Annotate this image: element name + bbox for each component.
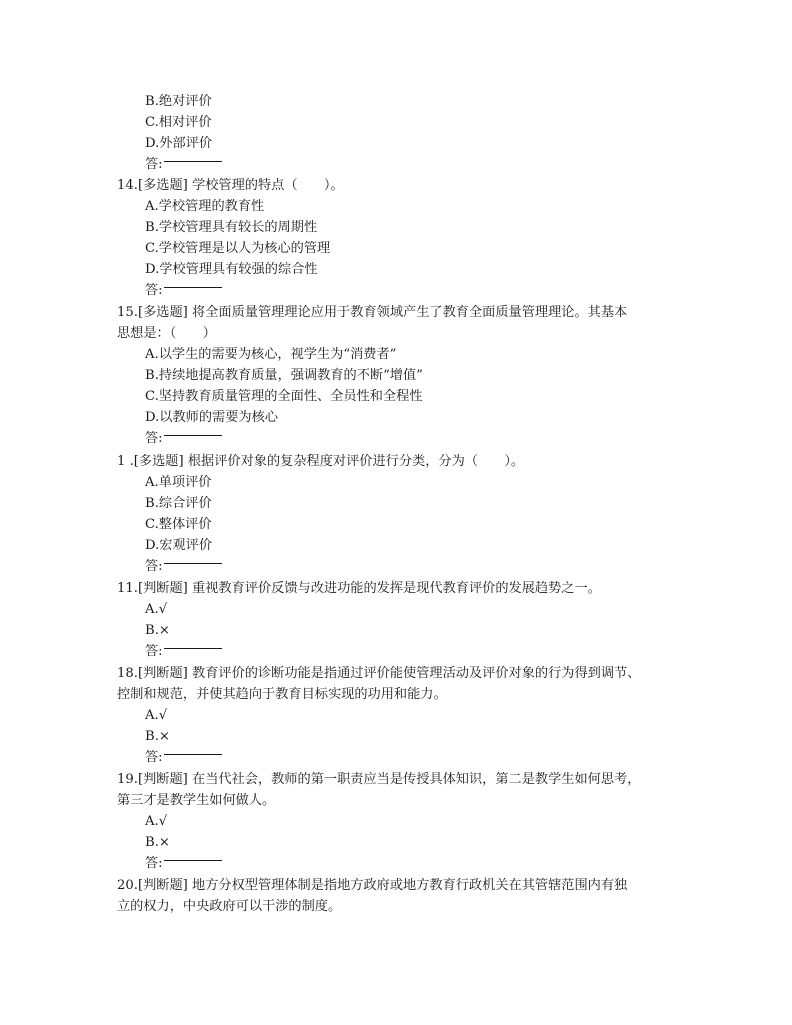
- answer-blank: [164, 860, 222, 861]
- question-text-text: 15.[多选题] 将全面质量管理理论应用于教育领域产生了教育全面质量管理理论。其基本: [117, 305, 628, 320]
- answer-option: [145, 198, 264, 216]
- answer-option: [145, 495, 212, 513]
- answer-option: [145, 219, 317, 237]
- answer-blank: [164, 287, 222, 288]
- question-text-text: 18.[判断题] 教育评价的诊断功能是指通过评价能使管理活动及评价对象的行为得到调节、: [117, 666, 641, 681]
- answer-option: [145, 93, 212, 111]
- question-text-text: 19.[判断题] 在当代社会，教师的第一职责应当是传授具体知识，第二是教学生如何思考，: [117, 772, 641, 787]
- question-text-text: 1 .[多选题] 根据评价对象的复杂程度对评价进行分类，分为（ ）。: [117, 454, 525, 469]
- question-text-continued-text: 控制和规范，并使其趋向于教育目标实现的功用和能力。: [117, 687, 447, 702]
- answer-option-text: C.坚持教育质量管理的全面性、全员性和全程性: [145, 389, 423, 404]
- answer-option-text: C.相对评价: [145, 115, 212, 130]
- question-text-continued-text: 立的权力，中央政府可以干涉的制度。: [117, 899, 342, 914]
- answer-option-text: B.持续地提高教育质量，强调教育的不断“增值”: [145, 368, 423, 383]
- question-text-text: 14.[多选题] 学校管理的特点（ ）。: [117, 178, 344, 193]
- answer-option-text: D.外部评价: [145, 136, 213, 151]
- answer-option: [145, 240, 330, 258]
- answer-option-text: A.以学生的需要为核心，视学生为“消费者”: [145, 347, 397, 362]
- answer-option: [145, 114, 212, 132]
- question-text: [117, 453, 524, 471]
- answer-option-text: B.学校管理具有较长的周期性: [145, 220, 318, 235]
- answer-option: [145, 346, 396, 364]
- answer-line-text: 答:: [145, 750, 163, 765]
- answer-line: [145, 282, 222, 300]
- answer-option-text: A.单项评价: [145, 475, 212, 490]
- answer-option-text: B.综合评价: [145, 496, 212, 511]
- answer-line: [145, 558, 222, 576]
- answer-option: [145, 707, 167, 725]
- answer-option-text: C.整体评价: [145, 517, 212, 532]
- question-text: [117, 304, 627, 322]
- answer-option-text: B.绝对评价: [145, 94, 212, 109]
- question-text-continued-text: 第三才是教学生如何做人。: [117, 793, 276, 808]
- answer-line-text: 答:: [145, 644, 163, 659]
- answer-option-text: B.×: [145, 729, 170, 744]
- question-text-text: 11.[判断题] 重视教育评价反馈与改进功能的发挥是现代教育评价的发展趋势之一。: [117, 581, 601, 596]
- question-text: [117, 877, 627, 895]
- answer-option-text: B.×: [145, 623, 170, 638]
- answer-option-text: A.学校管理的教育性: [145, 199, 265, 214]
- question-text-continued: [117, 898, 341, 916]
- answer-line-text: 答:: [145, 856, 163, 871]
- answer-blank: [164, 435, 222, 436]
- answer-option: [145, 813, 167, 831]
- answer-option-text: B.×: [145, 835, 170, 850]
- answer-option: [145, 388, 423, 406]
- answer-line: [145, 643, 222, 661]
- answer-option: [145, 261, 318, 279]
- question-text-continued: [117, 325, 216, 343]
- answer-option-text: C.学校管理是以人为核心的管理: [145, 241, 331, 256]
- question-text-continued: [117, 686, 447, 704]
- answer-option: [145, 601, 167, 619]
- question-text-text: 20.[判断题] 地方分权型管理体制是指地方政府或地方教育行政机关在其管辖范围内有独: [117, 878, 628, 893]
- question-text-continued-text: 思想是：（ ）: [117, 326, 216, 341]
- answer-line-text: 答:: [145, 283, 163, 298]
- answer-line: [145, 430, 222, 448]
- answer-option-text: D.宏观评价: [145, 538, 213, 553]
- answer-line: [145, 749, 222, 767]
- answer-blank: [164, 563, 222, 564]
- answer-option-text: D.以教师的需要为核心: [145, 410, 278, 425]
- question-text: [117, 177, 344, 195]
- answer-line: [145, 156, 222, 174]
- answer-option: [145, 537, 212, 555]
- answer-blank: [164, 648, 222, 649]
- answer-line-text: 答:: [145, 559, 163, 574]
- question-text: [117, 665, 640, 683]
- answer-option: [145, 474, 211, 492]
- answer-blank: [164, 161, 222, 162]
- answer-option: [145, 367, 423, 385]
- answer-option-text: A.√: [145, 708, 168, 723]
- question-text: [117, 771, 640, 789]
- question-text-continued: [117, 792, 275, 810]
- answer-option: [145, 409, 278, 427]
- answer-blank: [164, 754, 222, 755]
- answer-option: [145, 135, 212, 153]
- answer-option: [145, 834, 170, 852]
- answer-option-text: A.√: [145, 602, 168, 617]
- answer-option-text: A.√: [145, 814, 168, 829]
- answer-line-text: 答:: [145, 431, 163, 446]
- answer-option: [145, 728, 170, 746]
- answer-option: [145, 622, 170, 640]
- answer-option-text: D.学校管理具有较强的综合性: [145, 262, 318, 277]
- answer-line: [145, 855, 222, 873]
- answer-option: [145, 516, 212, 534]
- question-text: [117, 580, 601, 598]
- answer-line-text: 答:: [145, 157, 163, 172]
